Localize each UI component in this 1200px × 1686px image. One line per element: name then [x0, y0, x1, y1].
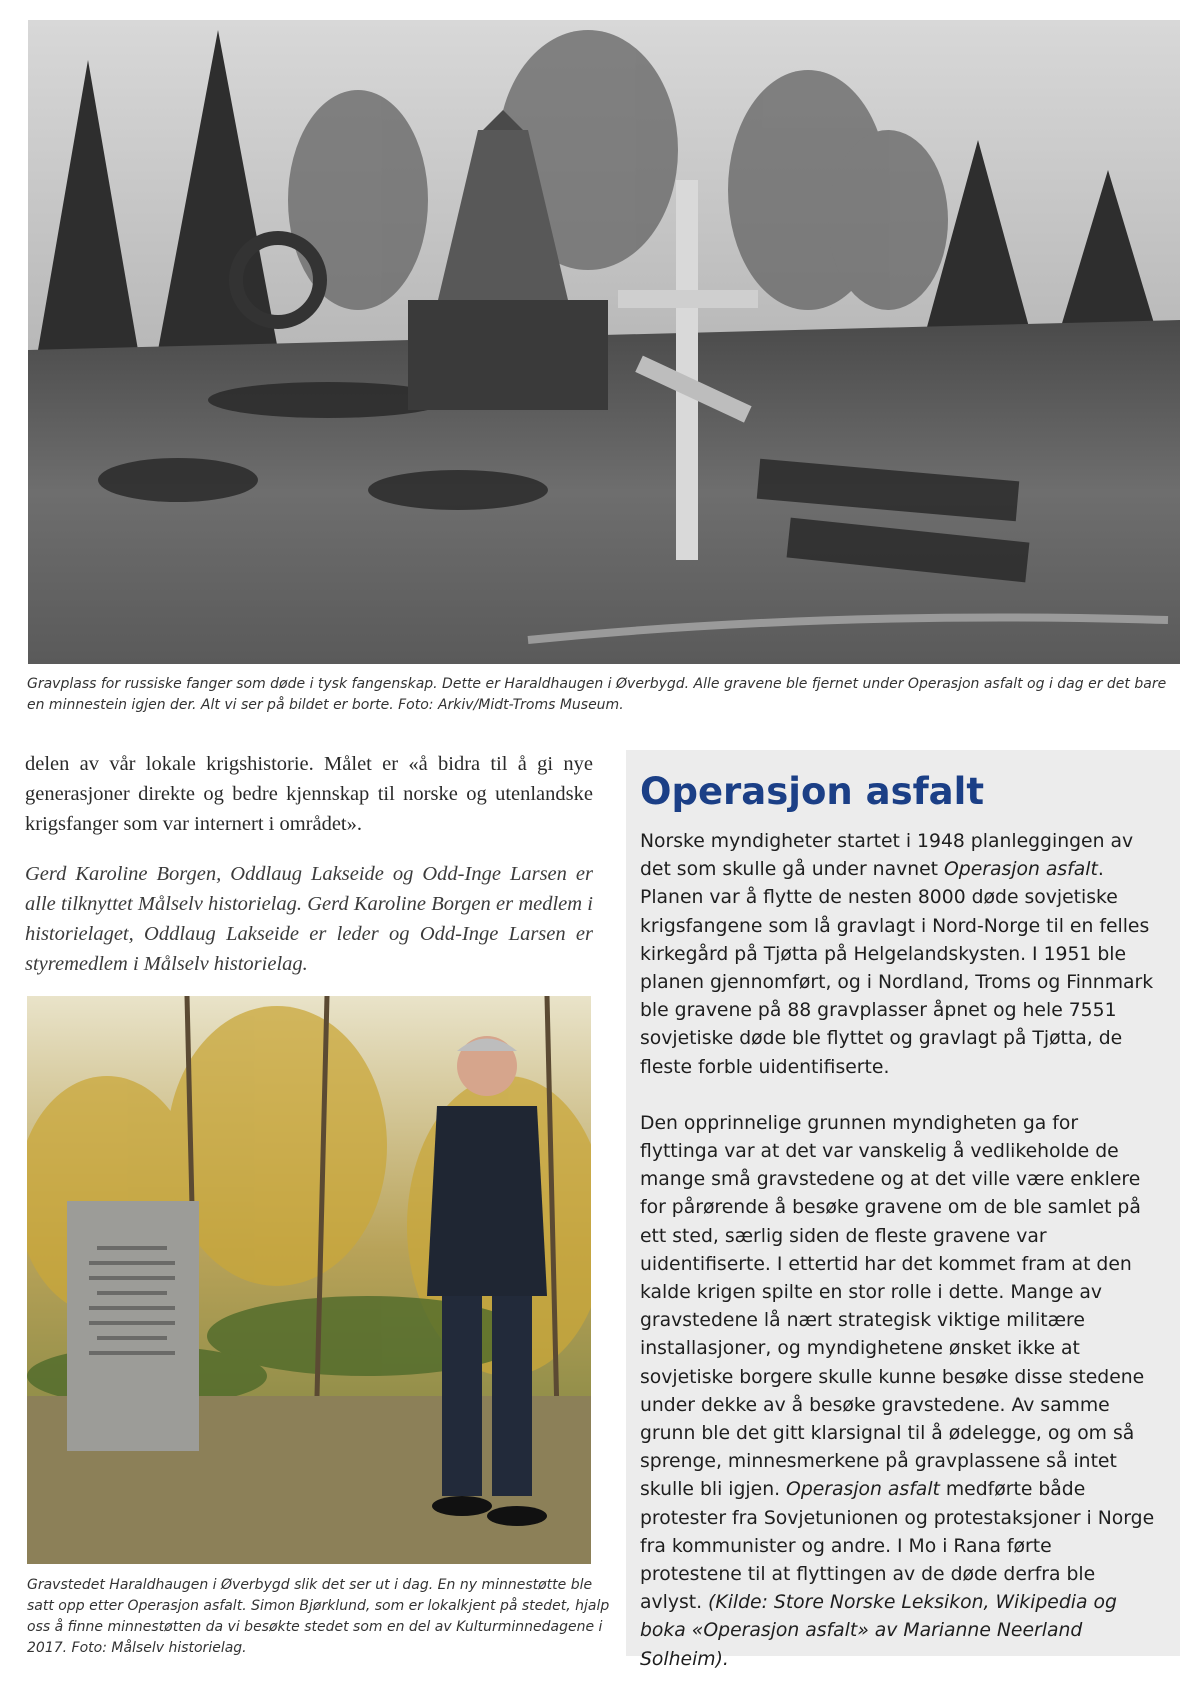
- article-authors-paragraph: Gerd Karoline Borgen, Oddlaug Lakseide og Odd-Inge Larsen er alle tilknyttet Målselv historielag. Gerd Karoline Borgen er medlem i historielaget, Oddlaug Lakseide er leder og Odd-Inge Larsen er styremedlem i Målselv historielag.: [25, 863, 593, 975]
- article-intro-paragraph: delen av vår lokale krigshistorie. Målet er «å bidra til å gi nye generasjoner direkte og bedre kjennskap til norske og utenlandske krigsfanger som var internert i området».: [25, 753, 593, 835]
- factbox-p2-text-a: Den opprinnelige grunnen myndigheten ga for flyttinga var at det var vanskelig å vedlikeholde de mange små gravstedene og at det ville være enklere for pårørende å besøke gravene om de ble samlet på ett sted, særlig siden de fleste gravene var uidentifiserte. I ettertid har det kommet fram at den kalde krigen spilte en stor rolle i dette. Mange av gravstedene lå nært strategisk viktige militære installasjoner, og myndighetene ønsket ikke at sovjetiske borgere skulle kunne besøke disse stedene under dekke av å besøke gravstedene. Av samme grunn ble det gitt klarsignal til å ødelegge, og om så sprenge, minnesmerkene på gravplassene så intet skulle bli igjen.: [640, 1112, 1145, 1501]
- top-photo-caption: Gravplass for russiske fanger som døde i tysk fangenskap. Dette er Haraldhaugen i Øverbygd. Alle gravene ble fjernet under Operasjon asfalt og i dag er det bare en minnestein igjen der. Alt vi ser på bildet er borte. Foto: Arkiv/Midt-Troms Museum.: [27, 676, 1167, 713]
- factbox-p2-source: (Kilde: Store Norske Leksikon, Wikipedia og boka «Operasjon asfalt» av Marianne Neerland Solheim).: [640, 1592, 1117, 1670]
- factbox-p1-text-a: Norske myndigheter startet i 1948 planleggingen av det som skulle gå under navnet: [640, 831, 1134, 881]
- factbox-p1-text-b: . Planen var å flytte de nesten 8000 døde sovjetiske krigsfangene som lå gravlagt i Nord-Norge til en felles kirkegård på Tjøtta på Helgelandskysten. I 1951 ble planen gjennomført, og i Nordland, Troms og Finnmark ble gravene på 88 gravplasser åpnet og hele 7551 sovjetiske døde ble flyttet og gravlagt på Tjøtta, de fleste forble uidentifiserte.: [640, 859, 1154, 1078]
- factbox-paragraph-1: [640, 828, 1156, 1082]
- historical-graveyard-photo: [28, 20, 1180, 664]
- factbox-paragraph-2: [640, 1110, 1156, 1674]
- factbox-title: Operasjon asfalt: [640, 770, 985, 813]
- bottom-photo-caption: Gravstedet Haraldhaugen i Øverbygd slik det ser ut i dag. En ny minnestøtte ble satt opp etter Operasjon asfalt. Simon Bjørklund, som er lokalkjent på stedet, hjalp oss å finne minnestøtten da vi besøkte stedet som en del av Kulturminnedagene i 2017. Foto: Målselv historielag.: [27, 1577, 610, 1656]
- factbox-p2-emphasis-1: Operasjon asfalt: [786, 1479, 940, 1501]
- operasjon-asfalt-factbox: [626, 750, 1180, 1670]
- factbox-p1-emphasis: Operasjon asfalt: [944, 859, 1098, 881]
- graveyard-illustration: [28, 20, 1180, 664]
- memorial-illustration: [27, 996, 591, 1564]
- memorial-present-day-photo: [27, 996, 591, 1564]
- factbox-p2-text-b: medførte både protester fra Sovjetunionen og protestaksjoner i Norge fra kommunister og andre. I Mo i Rana førte protestene til at flyttingen av de døde derfra ble avlyst.: [640, 1479, 1155, 1614]
